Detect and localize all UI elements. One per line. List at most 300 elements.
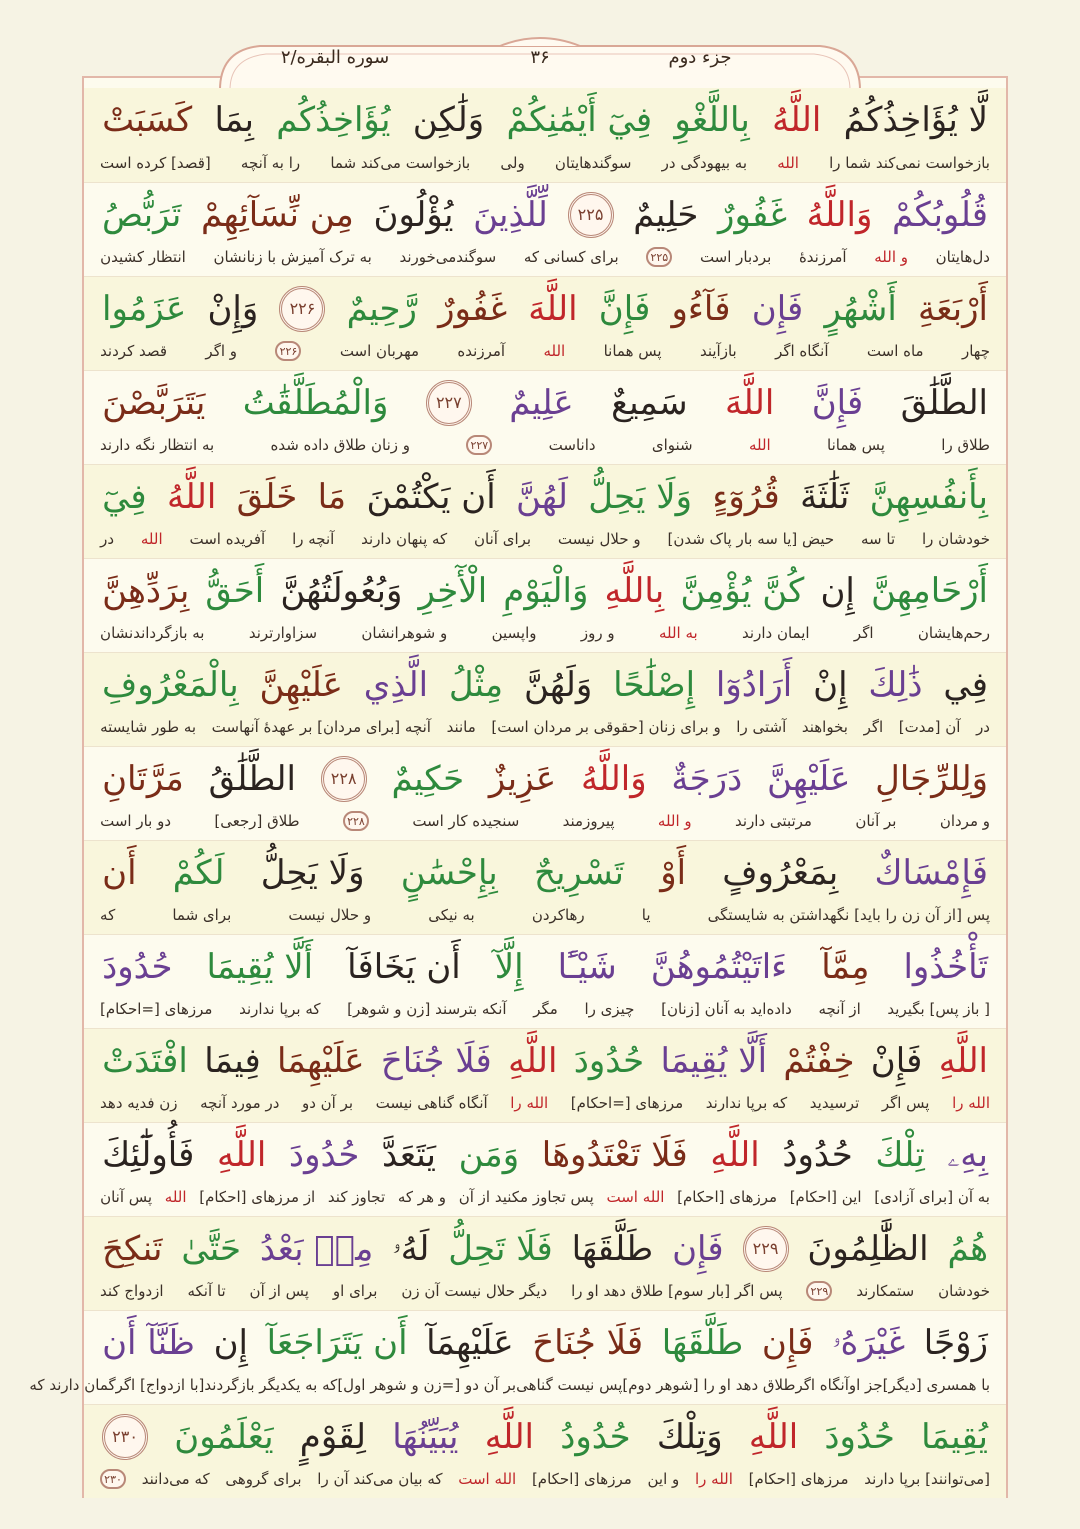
translation-word: و حلال نیست (557, 530, 641, 548)
arabic-word: ثَلَٰثَةَ (800, 477, 850, 517)
arabic-word: اللَّهِ (748, 1417, 799, 1457)
arabic-word: اللَّهِ (484, 1417, 534, 1457)
persian-translation-line (100, 525, 990, 553)
translation-word: بر آنان (855, 812, 897, 830)
page-header (200, 30, 880, 96)
translation-word: ترسیدید (809, 1094, 860, 1112)
ayah-number-marker-small: ۲۲۹ (806, 1281, 832, 1301)
ayah-number-marker: ۲۲۷ (426, 380, 472, 426)
translation-word: به آن [برای آزادی] (874, 1188, 990, 1206)
translation-word: و حلال نیست (288, 906, 372, 924)
arabic-word: رَّحِيمٌ (346, 289, 417, 329)
verse-line (84, 276, 1006, 370)
translation-word: و این (647, 1470, 680, 1488)
translation-word: ماه است (866, 342, 924, 360)
translation-word: پس همانا (603, 342, 662, 360)
translation-word: سوگندمی‌خورند (399, 248, 497, 266)
arabic-word: حُدُودَ (824, 1417, 895, 1457)
translation-word: مانند (446, 718, 476, 736)
persian-translation-line (100, 243, 990, 271)
arabic-word: وَلَهُنَّ (523, 665, 593, 705)
persian-translation-line (100, 901, 990, 929)
translation-word: آنگاه اگر (775, 342, 829, 360)
page-number: ۳۶ (530, 47, 550, 68)
ayah-number-marker: ۲۲۸ (321, 756, 367, 802)
verse-line (84, 652, 1006, 746)
persian-translation-line (100, 337, 990, 365)
arabic-word: بِاللَّغْوِ (674, 100, 750, 140)
arabic-line (102, 1127, 988, 1183)
persian-translation-line (29, 1371, 990, 1399)
arabic-word: تَنكِحَ (102, 1229, 163, 1269)
translation-word: پس تجاوز مکنید از آن (458, 1188, 594, 1206)
arabic-word: اللَّهَ (724, 383, 775, 423)
arabic-word: بِالْمَعْرُوفِ (102, 665, 239, 705)
arabic-line (102, 92, 988, 148)
ayah-number-marker: ۲۲۶ (279, 286, 325, 332)
arabic-word: وَمَن (458, 1135, 520, 1175)
translation-word: الله را (695, 1470, 733, 1488)
translation-word: طلاق [رجعی] (214, 812, 300, 830)
arabic-word: إِنْ (813, 665, 848, 705)
translation-word: آنگاه گناهی نیست (375, 1094, 488, 1112)
arabic-word: وَلِلرِّجَالِ (875, 759, 988, 799)
arabic-word: شَيْـًٔا (557, 947, 617, 987)
translation-word: که برپا ندارند (705, 1094, 788, 1112)
translation-word: [با ازدواج] اگر (115, 1376, 205, 1394)
translation-word: بخواهند (801, 718, 848, 736)
arabic-word: يُبَيِّنُهَا (392, 1417, 459, 1457)
verse-line (84, 182, 1006, 276)
translation-word: این [احکام] (789, 1188, 862, 1206)
arabic-word: فَإِنْ (870, 1041, 923, 1081)
arabic-word: بِإِحْسَٰنٍ (400, 853, 498, 893)
translation-word: زن فدیه دهد (100, 1094, 178, 1112)
arabic-word: حَلِيمٌ (633, 195, 699, 235)
arabic-word: حَكِيمٌ (391, 759, 465, 799)
translation-word: رهاکردن (531, 906, 585, 924)
arabic-word: اللَّهِ (508, 1041, 558, 1081)
arabic-word: مِمَّآ (821, 947, 870, 987)
translation-word: الله را (952, 1094, 990, 1112)
persian-translation-line (100, 619, 990, 647)
verse-line (84, 464, 1006, 558)
arabic-word: الْأٓخِرِ (418, 571, 488, 611)
translation-word: مرزهای [=احکام] (100, 1000, 213, 1018)
arabic-word: عَزِيزٌ (488, 759, 557, 799)
arabic-word: فِيٓ أَيْمَٰنِكُمْ (506, 100, 653, 140)
translation-word: الله است (606, 1188, 665, 1206)
verse-line (84, 558, 1006, 652)
translation-word: رحم‌هایشان (917, 624, 990, 642)
arabic-word: فَأُولَٰٓئِكَ (102, 1135, 195, 1175)
arabic-word: غَفُورٌ (718, 195, 788, 235)
arabic-word: فِي (943, 665, 988, 705)
translation-word: که بیان می‌کند آن را (317, 1470, 443, 1488)
ayah-number-marker-small: ۲۲۶ (275, 341, 301, 361)
translation-word: اگر (853, 624, 874, 642)
translation-word: الله (777, 154, 799, 172)
arabic-word: مِثْلُ (448, 665, 504, 705)
arabic-word: غَيْرَهُۥ (832, 1323, 906, 1363)
translation-word: در مورد آنچه (200, 1094, 280, 1112)
translation-word: [قصد] کرده است (100, 154, 211, 172)
arabic-line (102, 657, 988, 713)
translation-word: بازخواست نمی‌کند شما را (829, 154, 990, 172)
persian-translation-line (100, 1465, 990, 1493)
arabic-word: حَتَّىٰ (181, 1229, 241, 1269)
arabic-word: تِلْكَ (875, 1135, 925, 1175)
arabic-word: فَلَا جُنَاحَ (380, 1041, 492, 1081)
arabic-line (102, 939, 988, 995)
translation-word: بر آن دو (301, 1094, 354, 1112)
translation-word: آشتی را (736, 718, 787, 736)
translation-word: [ باز پس] بگیرید (887, 1000, 990, 1018)
arabic-word: حُدُودُ (560, 1417, 631, 1457)
surah-label: سوره البقره/۲ (280, 47, 390, 68)
translation-word: و الله (657, 812, 692, 830)
arabic-word: وَبُعُولَتُهُنَّ (280, 571, 403, 611)
translation-word: در (976, 718, 990, 736)
arabic-word: اللَّهِ (710, 1135, 760, 1175)
translation-word: که به یکدیگر بازگردند (204, 1376, 338, 1394)
verse-line (29, 1310, 1006, 1404)
translation-word: برای شما (172, 906, 232, 924)
arabic-word: حُدُودَ (573, 1041, 645, 1081)
translation-word: [می‌توانند] برپا دارند (864, 1470, 990, 1488)
translation-word: از آنچه (818, 1000, 861, 1018)
ayah-number-marker-small: ۲۲۷ (466, 435, 492, 455)
arabic-word: وَلَا يَحِلُّ (588, 477, 693, 517)
translation-word: پس همانا (827, 436, 885, 454)
arabic-word: وَالْيَوْمِ (503, 571, 589, 611)
translation-word: الله (140, 530, 163, 548)
arabic-line (102, 1033, 988, 1089)
translation-word: و اگر (205, 342, 238, 360)
translation-word: و زنان طلاق داده شده (270, 436, 411, 454)
translation-word: به بازگرداندنشان (100, 624, 205, 642)
verse-line (84, 934, 1006, 1028)
arabic-word: إِلَّآ (494, 947, 524, 987)
juz-label: جزء دوم (668, 47, 732, 68)
arabic-word: وَتِلْكَ (656, 1417, 723, 1457)
verse-line (84, 1122, 1006, 1216)
translation-word: برای آنان (474, 530, 532, 548)
arabic-word: أَرْحَامِهِنَّ (870, 571, 988, 611)
persian-translation-line (100, 713, 990, 741)
translation-word: تجاوز کند (327, 1188, 386, 1206)
arabic-line (102, 751, 988, 807)
arabic-word: يُؤَاخِذُكُم (276, 100, 391, 140)
translation-word: که (100, 906, 116, 924)
arabic-line (102, 1315, 988, 1371)
arabic-word: فَإِن (751, 289, 804, 329)
ayah-number-marker-small: ۲۲۸ (343, 811, 369, 831)
translation-word: با همسری [دیگر] (882, 1376, 990, 1394)
translation-word: آفریده است (189, 530, 266, 548)
arabic-word: أَرَادُوٓا (715, 665, 793, 705)
arabic-word: وَإِنْ (207, 289, 259, 329)
arabic-word: يُقِيمَا (921, 1417, 988, 1457)
arabic-word: أَن يَكْتُمْنَ (366, 477, 496, 517)
ayah-number-marker: ۲۳۰ (102, 1414, 148, 1460)
arabic-line (102, 1221, 988, 1277)
arabic-word: بِمَا (214, 100, 255, 140)
arabic-word: يَتَعَدَّ (381, 1135, 436, 1175)
arabic-word: يَتَرَبَّصْنَ (102, 383, 206, 423)
verse-line (84, 1216, 1006, 1310)
arabic-word: فَإِنَّ (598, 289, 651, 329)
translation-word: را به آنچه (240, 154, 301, 172)
arabic-word: اللَّهُ (772, 100, 822, 140)
arabic-word: هُمُ (947, 1229, 988, 1269)
arabic-line (102, 845, 988, 901)
arabic-word: حُدُودَ (102, 947, 173, 987)
translation-word: مرزهای [احکام] (677, 1188, 778, 1206)
translation-word: پس اگر (881, 1094, 930, 1112)
arabic-word: عَلَيْهِمَا (277, 1041, 365, 1081)
ayah-number-marker: ۲۲۹ (743, 1226, 789, 1272)
arabic-word: إِن (213, 1323, 248, 1363)
translation-word: تا آنکه (187, 1282, 226, 1300)
translation-word: سوگندهایتان (554, 154, 632, 172)
translation-word: الله را (510, 1094, 549, 1112)
arabic-line (102, 563, 988, 619)
translation-word: طلاق را (941, 436, 990, 454)
arabic-word: فِيمَا (204, 1041, 261, 1081)
arabic-word: قُلُوبُكُمْ (892, 195, 988, 235)
translation-word: ازدواج کند (100, 1282, 164, 1300)
translation-word: حیض [یا سه بار پاک شدن] (667, 530, 835, 548)
translation-word: دیگر حلال نیست آن زن (401, 1282, 548, 1300)
translation-word: داناست (548, 436, 596, 454)
arabic-word: أَن يَتَرَاجَعَآ (266, 1323, 408, 1363)
arabic-word: مَا (317, 477, 347, 517)
translation-word: الله است (458, 1470, 517, 1488)
translation-word: آنچه را (292, 530, 335, 548)
translation-word: بازخواست می‌کند شما (330, 154, 471, 172)
translation-word: مرزهای [احکام] (748, 1470, 849, 1488)
translation-word: آنکه بترسند [زن و شوهر] (347, 1000, 507, 1018)
verse-line (84, 370, 1006, 464)
arabic-line (102, 187, 988, 243)
arabic-word: يَعْلَمُونَ (174, 1417, 274, 1457)
translation-word: و هر که (397, 1188, 446, 1206)
translation-word: ولی (500, 154, 525, 172)
translation-word: جز او (848, 1376, 883, 1394)
arabic-word: عَلَيْهِنَّ (767, 759, 851, 799)
translation-word: الله (543, 342, 566, 360)
verse-line (84, 746, 1006, 840)
verse-line (84, 88, 1006, 182)
translation-word: ستمکارند (856, 1282, 915, 1300)
arabic-word: مِن نِّسَآئِهِمْ (201, 195, 354, 235)
translation-word: الله (164, 1188, 187, 1206)
arabic-word: طَلَّقَهَا (661, 1323, 744, 1363)
arabic-word: لَّا يُؤَاخِذُكُمُ (843, 100, 988, 140)
arabic-word: ءَاتَيْتُمُوهُنَّ (650, 947, 788, 987)
translation-word: پس از آن (249, 1282, 309, 1300)
arabic-word: وَاللَّهُ (806, 195, 873, 235)
arabic-word: فِيٓ (102, 477, 147, 517)
arabic-word: افْتَدَتْ (102, 1041, 188, 1081)
arabic-word: بِمَعْرُوفٍ (722, 853, 839, 893)
arabic-word: عَلِيمٌ (509, 383, 574, 423)
translation-word: آمرزندهٔ (798, 248, 847, 266)
translation-word: تا سه (861, 530, 896, 548)
translation-word: و برای زنان [حقوقی بر مردان است] (491, 718, 721, 736)
arabic-word: تَأْخُذُوا (903, 947, 988, 987)
translation-word: به طور شایسته (100, 718, 197, 736)
translation-word: بازآیند (699, 342, 737, 360)
arabic-line (102, 375, 988, 431)
arabic-word: مَرَّتَانِ (102, 759, 184, 799)
arabic-word: لَكُمْ (172, 853, 225, 893)
arabic-word: طَلَّقَهَا (571, 1229, 654, 1269)
translation-word: یا (641, 906, 651, 924)
persian-translation-line (100, 807, 990, 835)
translation-word: و مردان (939, 812, 990, 830)
arabic-word: كَسَبَتْ (102, 100, 193, 140)
arabic-word: حُدُودَ (288, 1135, 360, 1175)
persian-translation-line (100, 1183, 990, 1211)
translation-word: واپسین (491, 624, 537, 642)
persian-translation-line (100, 431, 990, 459)
translation-word: ایمان دارند (742, 624, 810, 642)
arabic-word: فَلَا تَحِلُّ (448, 1229, 553, 1269)
translation-word: پس [از آن زن را باید] نگهداشتن به شایستگی (707, 906, 990, 924)
translation-word: به انتظار نگه دارند (100, 436, 215, 454)
translation-word: پیروزمند (562, 812, 615, 830)
arabic-word: الطَّلَٰقُ (208, 759, 296, 799)
translation-word: چیزی را (584, 1000, 635, 1018)
ayah-number-marker-small: ۲۲۵ (646, 247, 672, 267)
translation-word: و روز (580, 624, 615, 642)
translation-word: آنچه [برای مردان] بر عهدهٔ آنهاست (211, 718, 431, 736)
translation-word: دل‌هایتان (935, 248, 990, 266)
translation-word: خودشان را (921, 530, 990, 548)
arabic-word: خِفْتُمْ (783, 1041, 855, 1081)
translation-word: سنجیده کار است (412, 812, 520, 830)
translation-word: مرزهای [=احکام] (570, 1094, 684, 1112)
arabic-word: مِنۢ بَعْدُ (259, 1229, 374, 1269)
ayah-number-marker-small: ۲۳۰ (100, 1469, 126, 1489)
arabic-word: فَآءُو (671, 289, 731, 329)
arabic-word: اللَّهُ (167, 477, 217, 517)
arabic-line (102, 281, 988, 337)
translation-word: و الله (874, 248, 908, 266)
arabic-word: فَإِنَّ (811, 383, 864, 423)
arabic-word: أَحَقُّ (205, 571, 265, 611)
ayah-number-marker: ۲۲۵ (568, 192, 614, 238)
arabic-word: بِاللَّهِ (604, 571, 665, 611)
arabic-word: الظَّٰلِمُونَ (807, 1229, 929, 1269)
arabic-word: أَشْهُرٍ (824, 289, 897, 329)
arabic-word: لَهُۥ (392, 1229, 430, 1269)
translation-word: طلاق دهد او را [شوهر دوم] (622, 1376, 796, 1394)
arabic-word: لَهُنَّ (516, 477, 568, 517)
arabic-word: وَلَا يَحِلُّ (260, 853, 365, 893)
arabic-word: سَمِيعٌ (611, 383, 688, 423)
translation-word: چهار (961, 342, 990, 360)
translation-word: دو بار است (100, 812, 172, 830)
translation-word: آمرزنده (457, 342, 506, 360)
arabic-word: يُؤْلُونَ (373, 195, 454, 235)
arabic-word: غَفُورٌ (438, 289, 508, 329)
arabic-word: أَن (102, 853, 137, 893)
translation-word: آن [مدت] (898, 718, 961, 736)
translation-word: گمان دارند که (29, 1376, 116, 1394)
persian-translation-line (100, 995, 990, 1023)
arabic-word: اللَّهَ (528, 289, 578, 329)
arabic-word: الطَّلَٰقَ (900, 383, 988, 423)
arabic-word: بِأَنفُسِهِنَّ (869, 477, 988, 517)
translation-word: پس نیست گناهی (516, 1376, 623, 1394)
arabic-word: فَإِمْسَاكٌ (874, 853, 988, 893)
translation-word: داده‌اید به آنان [زنان] (661, 1000, 792, 1018)
arabic-word: قُرُوٓءٍ (712, 477, 780, 517)
arabic-word: عَزَمُوا (102, 289, 187, 329)
translation-word: به الله (658, 624, 698, 642)
arabic-word: بِرَدِّهِنَّ (102, 571, 190, 611)
arabic-line (102, 1409, 988, 1465)
translation-word: قصد کردند (100, 342, 168, 360)
arabic-word: أَلَّا يُقِيمَا (660, 1041, 768, 1081)
arabic-word: لِّلَّذِينَ (473, 195, 548, 235)
translation-word: برای او (332, 1282, 378, 1300)
translation-word: که پنهان دارند (361, 530, 448, 548)
translation-word: به ترک آمیزش با زنانشان (213, 248, 372, 266)
arabic-word: لِقَوْمٍ (299, 1417, 366, 1457)
arabic-word: عَلَيْهِنَّ (259, 665, 343, 705)
arabic-word: تَسْرِيحٌ (534, 853, 624, 893)
translation-word: الله (748, 436, 771, 454)
translation-word: در (100, 530, 115, 548)
arabic-word: فَلَا جُنَاحَ (532, 1323, 644, 1363)
translation-word: سزاوارترند (248, 624, 318, 642)
arabic-word: فَإِن (761, 1323, 814, 1363)
translation-word: پس اگر [بار سوم] طلاق دهد او را (571, 1282, 783, 1300)
translation-word: اگر (863, 718, 884, 736)
persian-translation-line (100, 1089, 990, 1117)
arabic-word: اللَّهِ (938, 1041, 988, 1081)
verse-line (84, 840, 1006, 934)
arabic-word: وَلَٰكِن (412, 100, 485, 140)
arabic-word: إِن (820, 571, 855, 611)
arabic-word: فَلَا تَعْتَدُوهَا (541, 1135, 688, 1175)
verse-line (84, 1028, 1006, 1122)
persian-translation-line (100, 1277, 990, 1305)
arabic-word: عَلَيْهِمَآ (426, 1323, 514, 1363)
translation-word: شنوای (651, 436, 693, 454)
arabic-word: بِهِۦ (947, 1135, 988, 1175)
translation-word: برای کسانی که (523, 248, 619, 266)
translation-word: مگر (533, 1000, 558, 1018)
translation-word: از مرزهای [احکام] (199, 1188, 316, 1206)
arabic-word: أَوْ (660, 853, 687, 893)
arabic-word: وَالْمُطَلَّقَٰتُ (242, 383, 389, 423)
arabic-word: خَلَقَ (236, 477, 298, 517)
arabic-word: ذَٰلِكَ (868, 665, 923, 705)
translation-word: پس آنان (100, 1188, 153, 1206)
translation-word: مرتبتی دارند (735, 812, 812, 830)
translation-word: برای گروهی (225, 1470, 302, 1488)
translation-word: مهربان است (339, 342, 420, 360)
arabic-word: إِصْلَٰحًا (613, 665, 696, 705)
arabic-word: زَوْجًا (923, 1323, 988, 1363)
verse-line (84, 1404, 1006, 1498)
translation-word: به بیهودگی در (661, 154, 748, 172)
